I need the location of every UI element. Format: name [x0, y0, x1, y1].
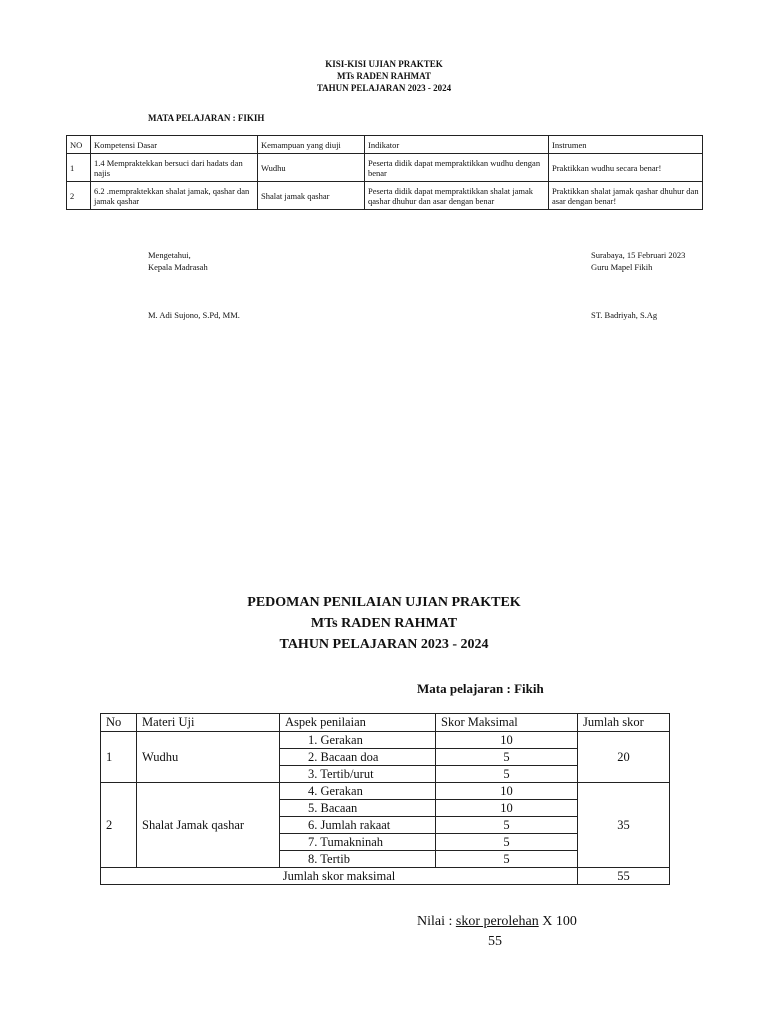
- kisi-subject: MATA PELAJARAN : FIKIH: [148, 113, 265, 123]
- table-row: [67, 154, 703, 182]
- pedoman-title-line: MTs RADEN RAHMAT: [310, 616, 458, 631]
- cell-skor: 5: [436, 834, 578, 851]
- header-cell: Jumlah skor: [578, 714, 670, 732]
- cell-jumlah: 35: [578, 783, 670, 868]
- cell-aspek: 8. Tertib: [280, 851, 436, 868]
- cell-kompetensi: 6.2 .mempraktekkan shalat jamak, qashar dan jamak qashar: [91, 182, 258, 210]
- cell-kompetensi: 1.4 Mempraktekkan bersuci dari hadats dan najis: [91, 154, 258, 182]
- sig-line: Guru Mapel Fikih: [591, 262, 653, 272]
- cell-aspek: 7. Tumakninah: [280, 834, 436, 851]
- cell-aspek: 2. Bacaan doa: [280, 749, 436, 766]
- header-cell: Indikator: [365, 136, 549, 154]
- left-signature-block: [148, 249, 208, 273]
- table-row: [101, 732, 670, 749]
- table-row: [101, 783, 670, 800]
- formula-suffix: X 100: [538, 914, 577, 929]
- cell-materi: Shalat Jamak qashar: [137, 783, 280, 868]
- cell-aspek: 5. Bacaan: [280, 800, 436, 817]
- cell-skor: 10: [436, 800, 578, 817]
- pedoman-title-line: TAHUN PELAJARAN 2023 - 2024: [279, 637, 489, 652]
- pedoman-title: [0, 592, 768, 655]
- header-cell: NO: [67, 136, 91, 154]
- kisi-title-line: MTs RADEN RAHMAT: [336, 71, 431, 81]
- header-cell: Instrumen: [549, 136, 703, 154]
- cell-indikator: Peserta didik dapat mempraktikkan shalat jamak qashar dhuhur dan asar dengan benar: [365, 182, 549, 210]
- cell-skor: 5: [436, 749, 578, 766]
- cell-materi: Wudhu: [137, 732, 280, 783]
- sig-line: Surabaya, 15 Februari 2023: [591, 250, 686, 260]
- pedoman-header-row: [101, 714, 670, 732]
- kisi-table: [66, 135, 703, 210]
- pedoman-table: [100, 713, 670, 885]
- total-value: 55: [578, 868, 670, 885]
- pedoman-title-line: PEDOMAN PENILAIAN UJIAN PRAKTEK: [247, 595, 521, 610]
- total-label: Jumlah skor maksimal: [101, 868, 578, 885]
- left-signatory-name: M. Adi Sujono, S.Pd, MM.: [148, 310, 240, 320]
- table-row: [67, 182, 703, 210]
- cell-instrumen: Praktikkan wudhu secara benar!: [549, 154, 703, 182]
- kisi-header-row: [67, 136, 703, 154]
- cell-aspek: 1. Gerakan: [280, 732, 436, 749]
- cell-indikator: Peserta didik dapat mempraktikkan wudhu dengan benar: [365, 154, 549, 182]
- cell-no: 1: [101, 732, 137, 783]
- kisi-title: [0, 58, 768, 94]
- cell-jumlah: 20: [578, 732, 670, 783]
- pedoman-subject: Mata pelajaran : Fikih: [417, 681, 544, 696]
- sig-line: Mengetahui,: [148, 250, 191, 260]
- formula-numerator: skor perolehan: [455, 914, 539, 929]
- cell-skor: 5: [436, 766, 578, 783]
- cell-kemampuan: Wudhu: [258, 154, 365, 182]
- cell-aspek: 6. Jumlah rakaat: [280, 817, 436, 834]
- score-formula: [417, 914, 577, 930]
- header-cell: Skor Maksimal: [436, 714, 578, 732]
- right-signatory-name: ST. Badriyah, S.Ag: [591, 310, 658, 320]
- sig-line: Kepala Madrasah: [148, 262, 208, 272]
- cell-skor: 5: [436, 817, 578, 834]
- kisi-title-line: TAHUN PELAJARAN 2023 - 2024: [316, 83, 452, 93]
- cell-skor: 5: [436, 851, 578, 868]
- header-cell: Kompetensi Dasar: [91, 136, 258, 154]
- header-cell: No: [101, 714, 137, 732]
- cell-aspek: 3. Tertib/urut: [280, 766, 436, 783]
- cell-no: 2: [101, 783, 137, 868]
- cell-skor: 10: [436, 732, 578, 749]
- header-cell: Kemampuan yang diuji: [258, 136, 365, 154]
- formula-denominator: 55: [488, 934, 502, 949]
- formula-prefix: Nilai :: [417, 914, 456, 929]
- cell-no: 1: [67, 154, 91, 182]
- kisi-title-line: KISI-KISI UJIAN PRAKTEK: [325, 59, 443, 69]
- cell-instrumen: Praktikkan shalat jamak qashar dhuhur dan asar dengan benar!: [549, 182, 703, 210]
- header-cell: Materi Uji: [137, 714, 280, 732]
- total-row: [101, 868, 670, 885]
- right-signature-block: [591, 249, 685, 273]
- cell-aspek: 4. Gerakan: [280, 783, 436, 800]
- cell-kemampuan: Shalat jamak qashar: [258, 182, 365, 210]
- cell-skor: 10: [436, 783, 578, 800]
- cell-no: 2: [67, 182, 91, 210]
- header-cell: Aspek penilaian: [280, 714, 436, 732]
